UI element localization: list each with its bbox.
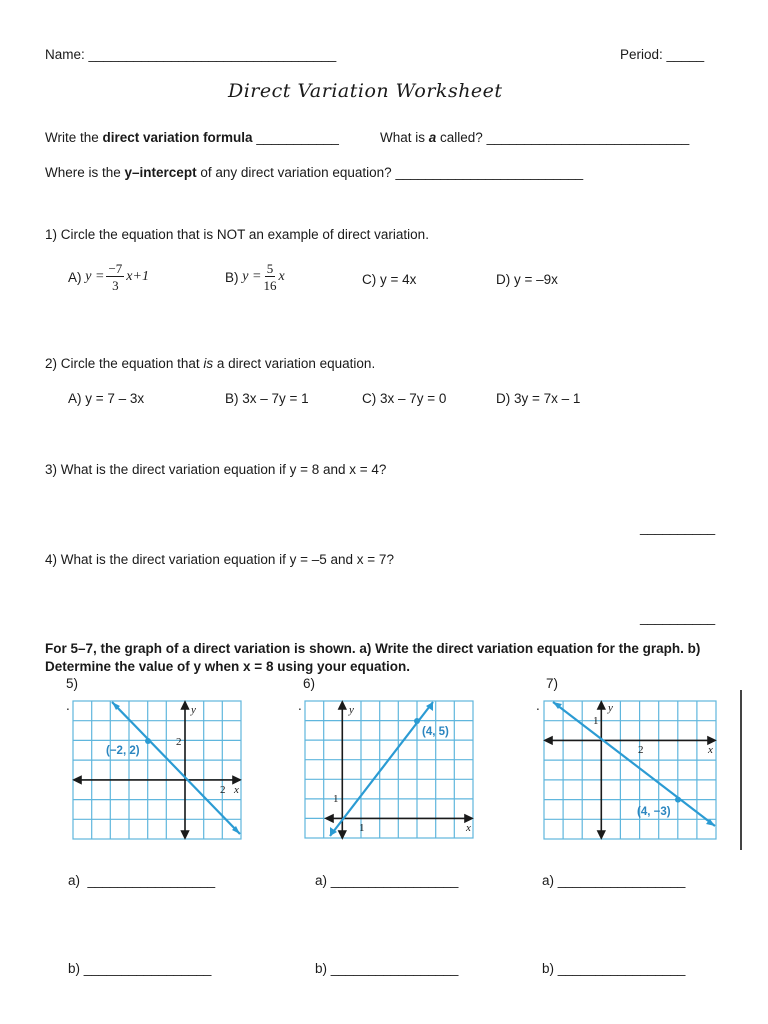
graph-5-answer-b[interactable]: b) _________________: [68, 961, 212, 976]
graph-6-answer-a[interactable]: a) _________________: [315, 873, 459, 888]
graph-5-tick-y: 2: [176, 736, 182, 748]
graph-7-point-label: (4, −3): [637, 806, 671, 818]
name-label: Name:: [45, 47, 85, 62]
q4-answer-blank[interactable]: __________: [640, 610, 716, 625]
graph-7-answer-b[interactable]: b) _________________: [542, 961, 686, 976]
graph-number-7: 7): [546, 676, 559, 691]
graph-7-dot: .: [536, 698, 540, 713]
graph-6-dot: .: [298, 698, 302, 713]
q3-answer-blank[interactable]: __________: [640, 520, 716, 535]
q1-prompt: 1) Circle the equation that is NOT an example of direct variation.: [45, 227, 429, 242]
graph-6-point: [414, 718, 420, 724]
graph-5-line: [112, 702, 240, 834]
graph-5-y-label: y: [191, 704, 196, 716]
graph-6-x-label: x: [466, 822, 471, 834]
graph-number-5: 5): [66, 676, 79, 691]
period-label: Period:: [620, 47, 663, 62]
graph-5-dot: .: [66, 698, 70, 713]
graph-6-tick-x: 1: [359, 822, 365, 834]
period-blank[interactable]: _____: [666, 47, 705, 62]
formula-blank[interactable]: ___________: [252, 130, 339, 145]
q3-prompt: 3) What is the direct variation equation if y = 8 and x = 4?: [45, 462, 387, 477]
q2-option-d[interactable]: D) 3y = 7x – 1: [496, 391, 581, 406]
intro-line-1: Write the direct variation formula ___________: [45, 130, 339, 145]
graph-7-x-label: x: [708, 744, 713, 756]
q1-option-d[interactable]: D) y = –9x: [496, 272, 558, 287]
graph-7: [543, 700, 719, 842]
q2-option-b[interactable]: B) 3x – 7y = 1: [225, 391, 309, 406]
graph-5-tick-x: 2: [220, 784, 226, 796]
q2-option-a[interactable]: A) y = 7 – 3x: [68, 391, 145, 406]
q2-option-c[interactable]: C) 3x – 7y = 0: [362, 391, 447, 406]
q2-prompt: 2) Circle the equation that is a direct variation equation.: [45, 356, 376, 371]
graph-7-y-label: y: [608, 702, 613, 714]
margin-bar: [740, 690, 742, 850]
graph-6: [304, 700, 476, 842]
graph-7-point: [675, 797, 681, 803]
graph-5: [72, 700, 244, 842]
intro-line-2: Where is the y–intercept of any direct variation equation? _________________________: [45, 165, 584, 180]
called-blank[interactable]: ___________________________: [482, 130, 690, 145]
graph-5-x-label: x: [234, 784, 239, 796]
graph-5-point-label: (−2, 2): [106, 745, 140, 757]
q1-option-b[interactable]: B) y = $\frac{5}{16}$ x: [225, 261, 285, 293]
graph-5-grid: [73, 701, 241, 839]
graph-5-point: [145, 738, 151, 744]
graph-7-grid: [544, 701, 716, 839]
period-row: [620, 47, 704, 62]
graph-6-answer-b[interactable]: b) _________________: [315, 961, 459, 976]
graph-7-answer-a[interactable]: a) _________________: [542, 873, 686, 888]
graph-6-point-label: (4, 5): [422, 726, 449, 738]
graph-5-answer-a[interactable]: a) _________________: [68, 873, 216, 888]
q4-prompt: 4) What is the direct variation equation if y = –5 and x = 7?: [45, 552, 394, 567]
graph-7-tick-x: 2: [638, 744, 644, 756]
worksheet-title: Direct Variation Worksheet: [228, 80, 503, 102]
graph-6-tick-y: 1: [333, 793, 339, 805]
graph-number-6: 6): [303, 676, 316, 691]
q1-option-c[interactable]: C) y = 4x: [362, 272, 417, 287]
graph-7-tick-y: 1: [593, 715, 599, 727]
name-row: [45, 47, 336, 62]
q1-option-a[interactable]: A) y = $\frac{-7}{3}$ x+1: [68, 261, 149, 293]
intercept-blank[interactable]: _________________________: [391, 165, 584, 180]
graph-instructions: For 5–7, the graph of a direct variation is shown. a) Write the direct variation equation for the graph. b) Determine the value of y when x = 8 using your equation.: [45, 641, 701, 674]
name-blank[interactable]: _________________________________: [88, 47, 337, 62]
intro-line-1b: What is a called? ___________________________: [380, 130, 690, 145]
graph-6-y-label: y: [349, 704, 354, 716]
